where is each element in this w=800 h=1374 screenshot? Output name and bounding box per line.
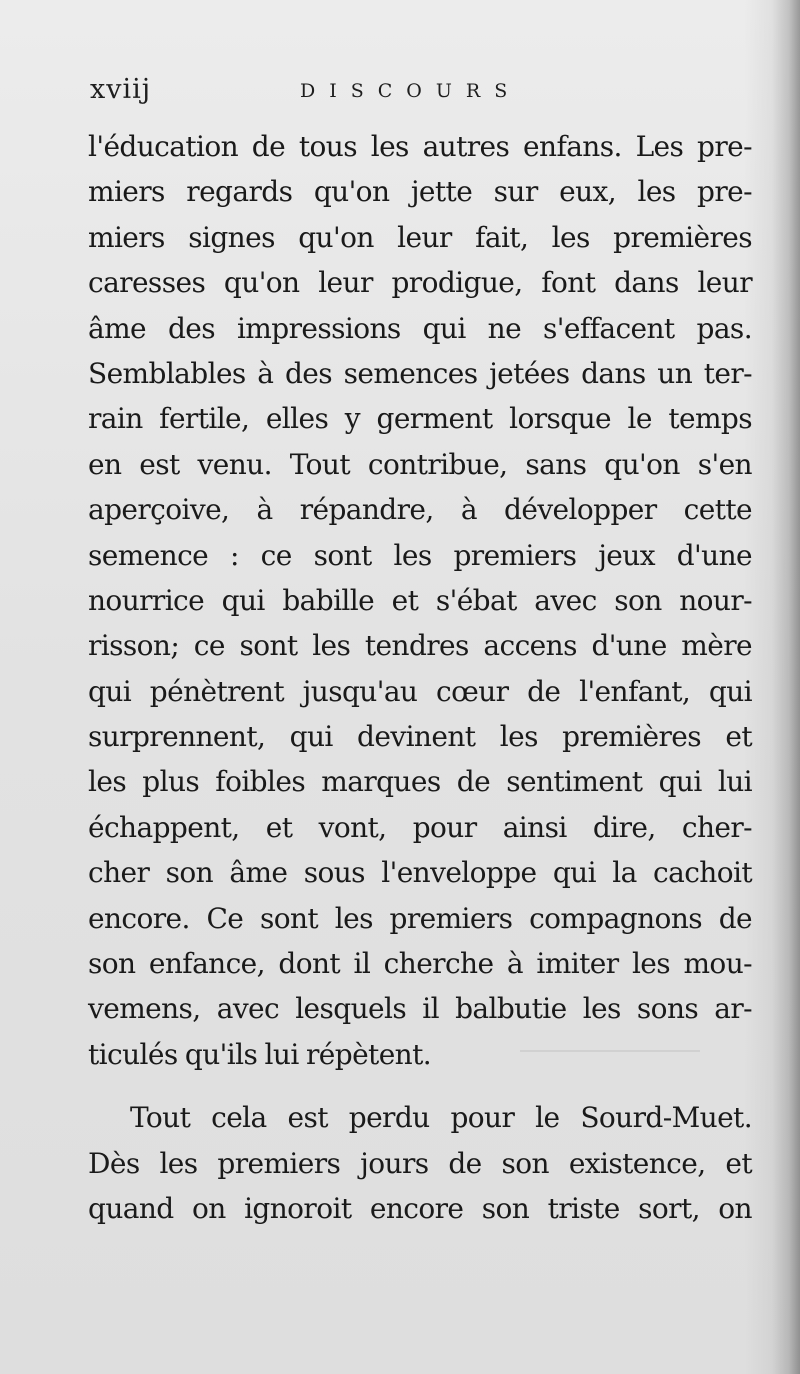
text-line: risson; ce sont les tendres accens d'une mère [88, 629, 752, 663]
text-line: surprennent, qui devinent les premières et [88, 720, 752, 754]
page-edge-shadow [772, 0, 800, 1374]
text-line: les plus foibles marques de sentiment qui lui [88, 765, 752, 799]
text-line: échappent, et vont, pour ainsi dire, cher- [88, 810, 752, 844]
text-line: Semblables à des semences jetées dans un ter- [88, 356, 752, 390]
text-line: caresses qu'on leur prodigue, font dans leur [88, 266, 752, 300]
text-line: miers signes qu'on leur fait, les premières [88, 220, 752, 254]
text-line: Dès les premiers jours de son existence, et [88, 1146, 752, 1180]
running-title: DISCOURS [300, 80, 522, 102]
text-line: en est venu. Tout contribue, sans qu'on s'en [88, 447, 752, 481]
paragraph-gap [88, 1077, 752, 1095]
text-line: cher son âme sous l'enveloppe qui la cachoit [88, 856, 752, 890]
text-line: aperçoive, à répandre, à développer cette [88, 493, 752, 527]
body-text [88, 124, 752, 1231]
text-line: ticulés qu'ils lui répètent. [88, 1037, 432, 1071]
text-line: son enfance, dont il cherche à imiter les mou- [88, 947, 752, 981]
page-number: xviij [90, 74, 152, 105]
page-header [90, 74, 750, 114]
text-line: rain fertile, elles y germent lorsque le temps [88, 402, 752, 436]
text-line: encore. Ce sont les premiers compagnons de [88, 901, 752, 935]
text-line: semence : ce sont les premiers jeux d'une [88, 538, 752, 572]
text-line: l'éducation de tous les autres enfans. Les pre- [88, 130, 752, 163]
text-line: Tout cela est perdu pour le Sourd-Muet. [130, 1101, 752, 1135]
paragraph-2 [88, 1095, 752, 1231]
paragraph-1 [88, 124, 752, 1077]
text-line: vemens, avec lesquels il balbutie les sons ar- [88, 992, 752, 1026]
text-line: âme des impressions qui ne s'effacent pas. [88, 311, 752, 345]
text-line: qui pénètrent jusqu'au cœur de l'enfant, qui [88, 674, 752, 708]
text-line: miers regards qu'on jette sur eux, les pre- [88, 175, 752, 209]
text-line: quand on ignoroit encore son triste sort, on [88, 1191, 752, 1225]
text-line: nourrice qui babille et s'ébat avec son nour- [88, 583, 752, 617]
